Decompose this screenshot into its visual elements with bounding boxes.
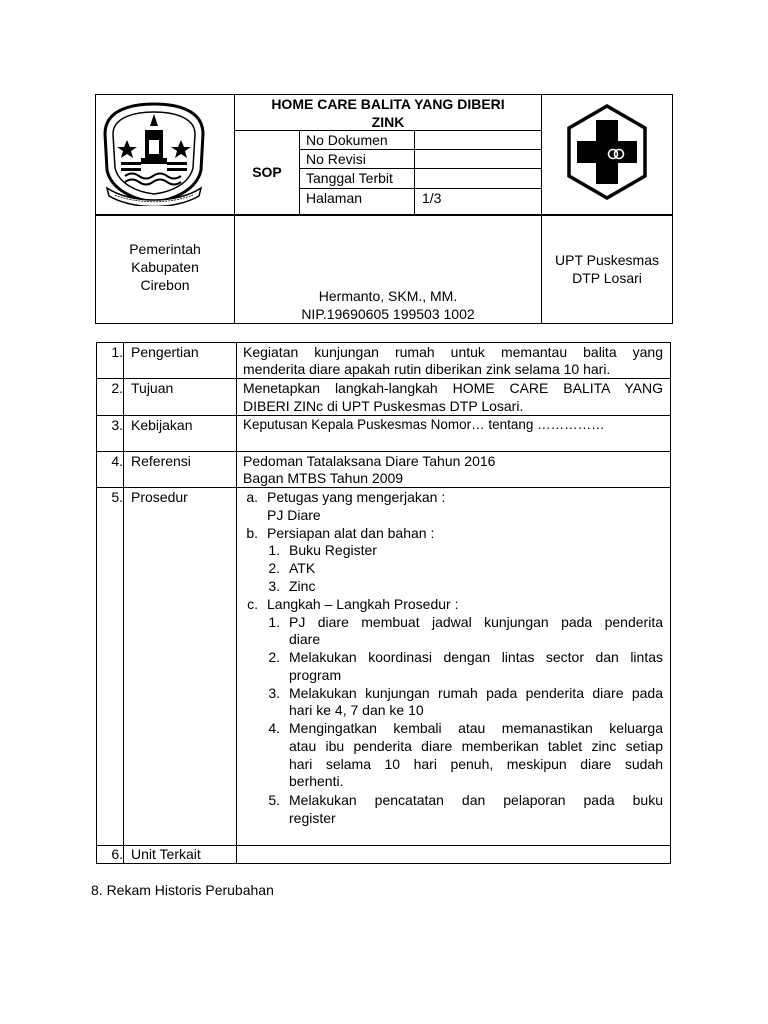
border [123, 342, 124, 864]
list-item: Buku Register [289, 542, 377, 558]
org-left-line: Kabupaten [131, 259, 199, 275]
org-left-line: Cirebon [140, 277, 190, 293]
list-item: register [289, 810, 336, 826]
border [96, 863, 671, 864]
row-label-prosedur: Prosedur [131, 489, 188, 505]
row-text: DIBERI ZINc di UPT Puskesmas DTP Losari. [243, 398, 524, 414]
row-number: 6. [111, 846, 123, 862]
border [670, 342, 671, 864]
sop-label: SOP [252, 164, 282, 180]
list-item: berhenti. [289, 773, 344, 789]
list-marker: b. [246, 525, 258, 541]
row-number: 2. [111, 380, 123, 396]
border [95, 214, 673, 216]
border [541, 94, 542, 324]
meta-label-no-revisi: No Revisi [306, 151, 366, 167]
procedure-section-a-sub: PJ Diare [267, 507, 321, 523]
document-title [235, 95, 541, 131]
sop-header-table [95, 94, 673, 324]
row-number: 4. [111, 453, 123, 469]
list-item: PJ diare membuat jadwal kunjungan pada penderita [289, 614, 663, 630]
row-label-tujuan: Tujuan [131, 380, 174, 396]
org-right-line: DTP Losari [572, 270, 642, 286]
border [414, 130, 415, 215]
row-label-kebijakan: Kebijakan [131, 417, 193, 433]
procedure-section-c: Langkah – Langkah Prosedur : [267, 596, 459, 612]
list-marker: 3. [268, 578, 280, 594]
procedure-section-a: Petugas yang mengerjakan : [267, 489, 446, 505]
list-item: Melakukan koordinasi dengan lintas sector dan lintas [289, 649, 663, 665]
list-marker: 3. [268, 685, 280, 701]
procedure-section-b: Persiapan alat dan bahan : [267, 525, 435, 541]
border [672, 94, 673, 324]
border [95, 323, 673, 324]
list-marker: 2. [268, 560, 280, 576]
list-item: program [289, 667, 342, 683]
meta-value-halaman: 1/3 [422, 190, 442, 206]
org-left-line: Pemerintah [129, 241, 201, 257]
list-item: Zinc [289, 578, 316, 594]
meta-label-halaman: Halaman [306, 190, 363, 206]
row-text: menderita diare apakah rutin diberikan zink selama 10 hari. [243, 361, 611, 377]
border [236, 342, 237, 864]
signatory-nip: NIP.19690605 199503 1002 [301, 306, 475, 322]
list-item: Melakukan kunjungan rumah pada penderita diare pada [289, 685, 663, 701]
list-item: hari selama 10 hari penuh, meskipun diare sudah [289, 756, 663, 772]
regency-emblem-logo [101, 100, 207, 206]
meta-label-tanggal-terbit: Tanggal Terbit [306, 170, 393, 186]
row-text: Pedoman Tatalaksana Diare Tahun 2016 [243, 453, 496, 469]
org-right-line: UPT Puskesmas [555, 252, 659, 268]
row-number: 1. [111, 344, 123, 360]
title-line: ZINK [371, 114, 405, 130]
row-label-referensi: Referensi [131, 453, 191, 469]
row-text: Bagan MTBS Tahun 2009 [243, 470, 404, 486]
row-text: Keputusan Kepala Puskesmas Nomor… tentang …………… [243, 417, 605, 432]
signatory-name: Hermanto, SKM., MM. [318, 288, 458, 304]
row-number: 3. [111, 417, 123, 433]
org-right [542, 251, 672, 287]
row-text: Kegiatan kunjungan rumah untuk memantau balita yang [243, 344, 663, 360]
title-line: HOME CARE BALITA YANG DIBERI [271, 96, 505, 112]
row-number: 5. [111, 489, 123, 505]
list-item: atau ibu penderita diare memberikan tablet zinc setiap [289, 738, 663, 754]
list-marker: a. [246, 489, 258, 505]
row-text: Menetapkan langkah-langkah HOME CARE BALITA YANG [243, 380, 663, 396]
list-item: hari ke 4, 7 dan ke 10 [289, 702, 424, 718]
sop-content-table [96, 342, 671, 864]
list-item: Mengingatkan kembali atau memanastikan keluarga [289, 720, 663, 736]
org-left [96, 240, 234, 294]
list-item: diare [289, 631, 321, 647]
list-marker: 5. [268, 792, 280, 808]
row-label-pengertian: Pengertian [131, 344, 199, 360]
row-label-unit-terkait: Unit Terkait [131, 846, 201, 862]
meta-label-no-dokumen: No Dokumen [306, 132, 388, 148]
border [299, 130, 300, 215]
list-marker: 1. [268, 542, 280, 558]
list-marker: 4. [268, 720, 280, 736]
list-marker: c. [247, 596, 258, 612]
list-item: ATK [289, 560, 316, 576]
list-marker: 2. [268, 649, 280, 665]
puskesmas-logo [565, 103, 649, 201]
list-item: Melakukan pencatatan dan pelaporan pada buku [289, 792, 663, 808]
signatory [235, 287, 541, 323]
list-marker: 1. [268, 614, 280, 630]
section-heading-rekam-historis: 8. Rekam Historis Perubahan [91, 882, 274, 898]
